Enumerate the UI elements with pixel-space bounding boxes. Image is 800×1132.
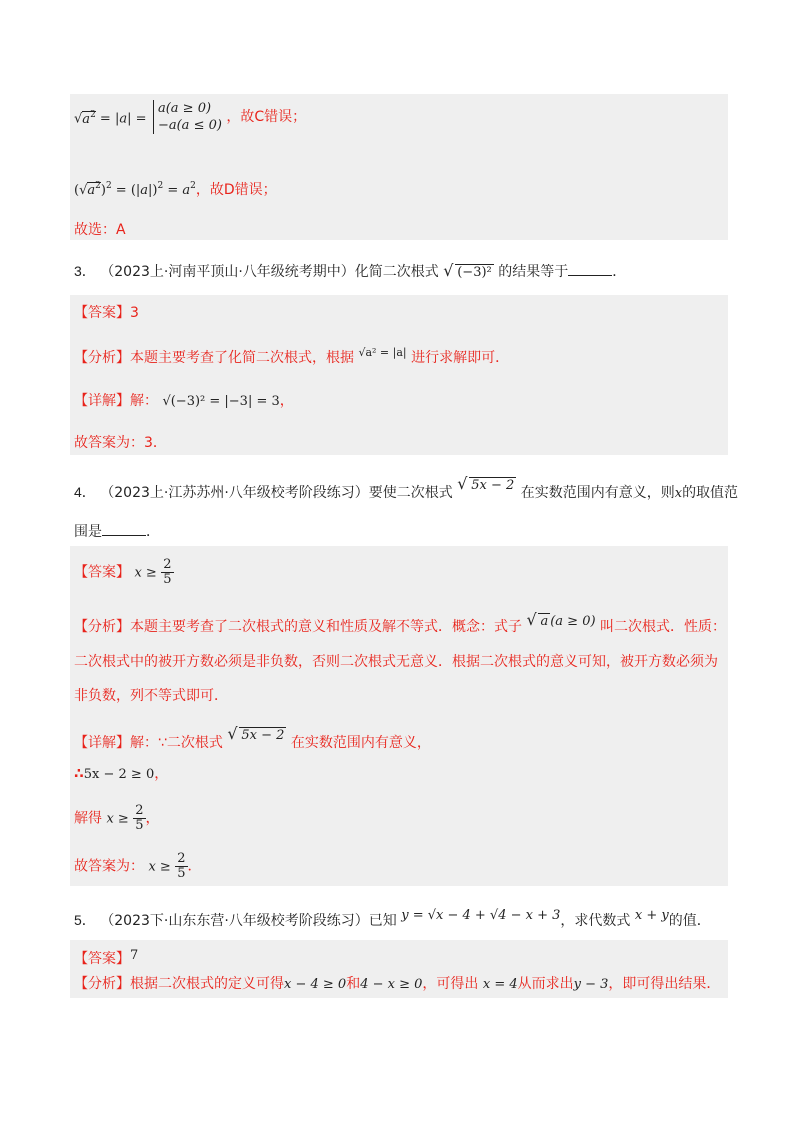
q4-answer-label: 【答案】 (74, 564, 130, 581)
case-1: a(a ≥ 0) (157, 101, 212, 116)
q5-expression: x + y (634, 908, 669, 923)
q4-solve-prefix: 解得 (74, 810, 102, 827)
q4-conclusion-fraction (175, 852, 187, 881)
case-2: −a(a ≤ 0) (157, 118, 222, 133)
option-c-line (74, 100, 306, 134)
option-d-verdict: ，故D错误； (195, 182, 277, 198)
q3-source: （2023上·河南平顶山·八年级统考期中） (100, 264, 355, 280)
q4-conclusion-end: ． (187, 858, 202, 875)
q5-analysis-line (74, 974, 720, 995)
q3-text-before: 化简二次根式 (354, 264, 439, 280)
q4-stem-line1 (74, 476, 738, 504)
q4-analysis-radical (526, 612, 550, 632)
q4-detail-radicand: 5x − 2 (241, 728, 285, 743)
q4-solve-lhs: x ≥ (106, 811, 129, 827)
q3-text-after: 的结果等于 (498, 264, 569, 280)
choice-line: 故选：A (74, 222, 126, 238)
q4-analysis-label: 【分析】 (74, 619, 130, 635)
q4-line2-text: 围是 (74, 524, 102, 540)
q4-analysis-1a: 本题主要考查了二次根式的意义和性质及解不等式．概念：式子 (130, 619, 522, 635)
q4-source: （2023上·江苏苏州·八年级校考阶段练习） (100, 485, 369, 501)
q3-detail-end: ， (279, 393, 294, 409)
option-c-prefix: $√a^2 = |a|$ = (74, 109, 147, 127)
q4-blank[interactable] (102, 523, 146, 536)
q4-frac-den: 5 (163, 572, 172, 587)
q5-y-eq: y − 3 (573, 977, 609, 992)
q4-solution-block (70, 546, 728, 886)
option-d-math: $(√a^2)^2 = (|a|)^2 = a^2$ (74, 181, 196, 198)
q4-answer-line (74, 558, 174, 587)
q3-detail-line (74, 391, 294, 412)
q5-text-before: 已知 (368, 913, 397, 929)
q3-analysis-label: 【分析】 (74, 350, 130, 366)
q4-analysis-cond: (a ≥ 0) (550, 614, 596, 629)
q4-solve-line (74, 804, 160, 833)
q3-blank[interactable] (568, 263, 612, 276)
q5-equation: y = √x − 4 + √4 − x + 3 (401, 908, 561, 923)
q4-text-after: 在实数范围内有意义，则 (520, 485, 675, 501)
q4-conclusion-num: 2 (177, 851, 186, 866)
q4-analysis-line3: 非负数，列不等式即可． (74, 688, 228, 704)
q4-answer-fraction (161, 558, 173, 587)
q4-conclusion-den: 5 (177, 866, 186, 881)
q4-solve-den: 5 (135, 818, 144, 833)
q4-conclusion-line (74, 852, 202, 881)
q5-analysis-1: 根据二次根式的定义可得 (130, 976, 284, 992)
q3-analysis-line (74, 343, 509, 368)
q3-detail-math: √(−3)² = |−3| = 3 (162, 394, 280, 409)
q4-therefore-line (74, 764, 168, 785)
q5-ineq1: x − 4 ≥ 0 (284, 977, 347, 992)
q4-frac-num: 2 (163, 557, 172, 572)
q5-source: （2023下·山东东营·八年级校考阶段练习） (100, 913, 369, 929)
q5-ineq2: 4 − x ≥ 0 (360, 977, 423, 992)
q3-detail-prefix: 解： (130, 393, 158, 409)
q4-solve-num: 2 (135, 803, 144, 818)
q5-analysis-label: 【分析】 (74, 976, 130, 992)
q5-text-mid: ，求代数式 (560, 913, 631, 929)
q4-analysis-1b: 叫二次根式．性质： (600, 619, 726, 635)
prev-solution-block (70, 94, 728, 240)
q4-text-before: 要使二次根式 (368, 485, 453, 501)
q5-answer-line (74, 946, 138, 969)
q3-radical (443, 263, 494, 283)
q3-detail-label: 【详解】 (74, 393, 130, 409)
q4-analysis-line2: 二次根式中的被开方数必须是非负数，否则二次根式无意义．根据二次根式的意义可知，被开方数必须为 (74, 654, 718, 670)
q4-solve-fraction (133, 804, 145, 833)
q5-answer-label: 【答案】 (74, 951, 130, 967)
q5-analysis-2: ，可得出 (422, 976, 479, 992)
q3-answer-label: 【答案】 (74, 305, 130, 321)
q4-conclusion-prefix: 故答案为： (74, 858, 144, 875)
q3-radicand: (−3)² (457, 265, 492, 280)
q5-x-eq: x = 4 (482, 977, 518, 992)
q3-analysis-before: 本题主要考查了化简二次根式，根据 (130, 350, 354, 366)
q4-detail-1a: 解：∵二次根式 (130, 735, 223, 751)
q4-end: ． (146, 524, 160, 540)
q4-number: 4． (74, 484, 96, 500)
therefore-symbol: ∴ (74, 766, 84, 782)
q4-detail-radical (227, 726, 286, 746)
option-d-line (74, 176, 277, 201)
q4-detail-1b: 在实数范围内有意义， (290, 735, 431, 751)
q3-answer: 3 (130, 305, 139, 321)
q4-detail-line (74, 726, 431, 753)
q4-radical (457, 476, 516, 496)
q4-analysis-radicand: a (540, 614, 549, 629)
q5-number: 5． (74, 912, 96, 928)
q3-number: 3． (74, 263, 96, 279)
option-c-cases (153, 100, 222, 134)
option-c-verdict: ，故C错误； (226, 109, 307, 125)
q4-inequality: 5x − 2 ≥ 0 (83, 767, 155, 782)
q5-solution-block (70, 940, 728, 998)
q3-solution-block (70, 295, 728, 455)
q4-stem-line2 (74, 522, 160, 542)
q5-and: 和 (346, 976, 361, 992)
q3-analysis-after: 进行求解即可． (411, 350, 510, 366)
q3-analysis-math: √a² = |a| (358, 346, 407, 359)
q4-detail-label: 【详解】 (74, 735, 130, 751)
q4-conclusion-lhs: x ≥ (148, 859, 171, 875)
q5-analysis-3: 从而求出 (517, 976, 574, 992)
q4-answer-lhs: x ≥ (134, 565, 157, 581)
q3-conclusion: 故答案为：3． (74, 435, 167, 451)
q3-end: ． (612, 264, 627, 280)
q5-answer: 7 (130, 948, 139, 963)
q5-analysis-4: ，即可得出结果． (608, 976, 721, 992)
q4-text-after2: 的取值范 (682, 485, 739, 501)
q4-analysis-line1 (74, 612, 726, 637)
q4-solve-end: ， (145, 810, 160, 827)
q4-var: x (674, 486, 683, 501)
q3-stem (74, 261, 626, 283)
q5-text-after: 的值． (668, 913, 711, 929)
q4-radicand: 5x − 2 (471, 478, 515, 493)
q3-answer-line (74, 303, 139, 323)
q5-stem (74, 906, 711, 931)
q4-ineq-end: ， (154, 766, 169, 782)
